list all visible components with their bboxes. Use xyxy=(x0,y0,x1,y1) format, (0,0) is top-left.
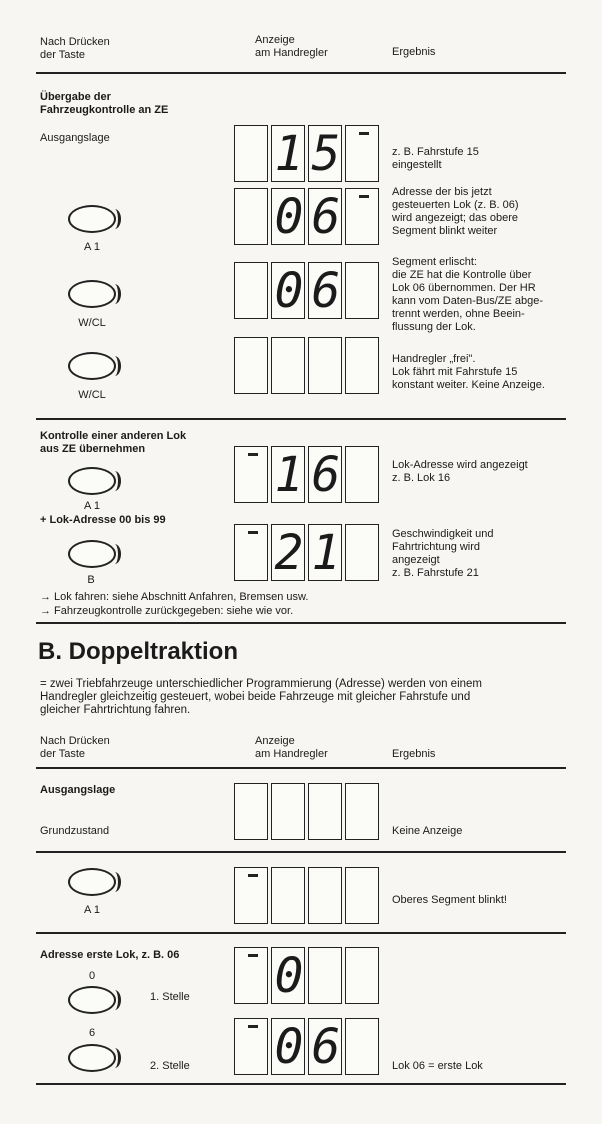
display-cell: 1 xyxy=(308,524,342,581)
divider xyxy=(36,851,566,853)
display-d8 xyxy=(234,867,379,924)
display-cell xyxy=(345,947,379,1004)
display-d7 xyxy=(234,783,379,840)
result-text: Oberes Segment blinkt! xyxy=(392,894,507,906)
display-d5 xyxy=(234,446,379,503)
display-cell xyxy=(234,867,268,924)
result-text: z. B. Fahrstufe 15 eingestellt xyxy=(392,146,479,171)
display-cell xyxy=(234,524,268,581)
digit-6-key-button[interactable] xyxy=(68,1044,116,1072)
col-header-result: Ergebnis xyxy=(392,46,436,58)
key-label: A 1 xyxy=(84,241,100,253)
key-label: A 1 xyxy=(84,500,100,512)
display-d2 xyxy=(234,188,379,245)
display-cell xyxy=(345,188,379,245)
section-title: Ausgangslage xyxy=(40,784,116,796)
result-text: Segment erlischt: die ZE hat die Kontrolle über Lok 06 übernommen. Der HR kann vom Daten-Bus/ZE abge- trennt werden, ohne Beein- flussung der Lok. xyxy=(392,256,544,333)
display-d1 xyxy=(234,125,379,182)
section-title: Kontrolle einer anderen Lok aus ZE übernehmen xyxy=(40,430,187,455)
top-segment xyxy=(248,453,258,456)
display-cell xyxy=(271,337,305,394)
result-text: Handregler „frei". Lok fährt mit Fahrstufe 15 konstant weiter. Keine Anzeige. xyxy=(392,353,545,391)
display-cell xyxy=(345,125,379,182)
section-title: Übergabe der Fahrzeugkontrolle an ZE xyxy=(40,91,169,116)
display-d3 xyxy=(234,262,379,319)
display-cell: 0 xyxy=(271,262,305,319)
display-cell xyxy=(345,867,379,924)
top-segment xyxy=(248,1025,258,1028)
top-segment xyxy=(248,531,258,534)
display-d6 xyxy=(234,524,379,581)
divider xyxy=(36,622,566,624)
divider xyxy=(36,767,566,769)
display-cell xyxy=(234,262,268,319)
divider xyxy=(36,72,566,74)
display-d4 xyxy=(234,337,379,394)
col-header-display: Anzeige am Handregler xyxy=(255,34,328,59)
display-cell: 6 xyxy=(308,1018,342,1075)
display-cell: 1 xyxy=(271,125,305,182)
display-cell xyxy=(234,337,268,394)
section-title: Adresse erste Lok, z. B. 06 xyxy=(40,949,180,961)
display-cell xyxy=(345,446,379,503)
display-cell xyxy=(271,867,305,924)
display-cell xyxy=(234,947,268,1004)
display-cell: 5 xyxy=(308,125,342,182)
display-cell: 1 xyxy=(271,446,305,503)
display-cell: 6 xyxy=(308,446,342,503)
display-cell xyxy=(308,867,342,924)
top-segment xyxy=(359,132,369,135)
divider xyxy=(36,1083,566,1085)
display-cell xyxy=(308,783,342,840)
display-cell xyxy=(234,188,268,245)
digit-0-key-button[interactable] xyxy=(68,986,116,1014)
result-text: Lok-Adresse wird angezeigt z. B. Lok 16 xyxy=(392,459,528,484)
key-label: 6 xyxy=(88,1027,96,1039)
note: → Lok fahren: siehe Abschnitt Anfahren, Bremsen usw. xyxy=(40,591,309,603)
key-label: 0 xyxy=(88,970,96,982)
a1-key-button[interactable] xyxy=(68,868,116,896)
display-cell xyxy=(308,947,342,1004)
display-cell xyxy=(345,1018,379,1075)
divider xyxy=(36,418,566,420)
a1-key-button[interactable] xyxy=(68,467,116,495)
note: → Fahrzeugkontrolle zurückgegeben: siehe wie vor. xyxy=(40,605,294,617)
display-cell: 0 xyxy=(271,1018,305,1075)
result-text: Lok 06 = erste Lok xyxy=(392,1060,483,1072)
step-label: 1. Stelle xyxy=(150,991,190,1003)
display-cell xyxy=(234,1018,268,1075)
col-header-key: Nach Drücken der Taste xyxy=(40,36,110,61)
display-d10 xyxy=(234,1018,379,1075)
display-cell: 6 xyxy=(308,262,342,319)
display-cell: 6 xyxy=(308,188,342,245)
display-cell xyxy=(345,262,379,319)
page-title: B. Doppeltraktion xyxy=(38,638,239,665)
result-text: Adresse der bis jetzt gesteuerten Lok (z. B. 06) wird angezeigt; das obere Segment blinkt weiter xyxy=(392,186,519,237)
display-cell: 2 xyxy=(271,524,305,581)
display-cell xyxy=(234,446,268,503)
key-label: B xyxy=(87,574,95,586)
key-label: W/CL xyxy=(78,317,106,329)
top-segment xyxy=(248,874,258,877)
divider xyxy=(36,932,566,934)
display-cell xyxy=(234,125,268,182)
address-label: + Lok-Adresse 00 bis 99 xyxy=(40,514,166,526)
display-cell xyxy=(345,783,379,840)
b-key-button[interactable] xyxy=(68,540,116,568)
key-label: W/CL xyxy=(78,389,106,401)
a1-key-button[interactable] xyxy=(68,205,116,233)
display-cell xyxy=(308,337,342,394)
display-cell xyxy=(234,783,268,840)
result-text: Geschwindigkeit und Fahrtrichtung wird angezeigt z. B. Fahrstufe 21 xyxy=(392,528,494,579)
step-label: 2. Stelle xyxy=(150,1060,190,1072)
intro-text: = zwei Triebfahrzeuge unterschiedlicher Programmierung (Adresse) werden von einem Handregler gleichzeitig gesteuert, wobei beide Fahrzeuge mit gleicher Fahrstufe und gleicher Fahrtrichtung fahren. xyxy=(40,678,483,716)
display-cell: 0 xyxy=(271,947,305,1004)
display-cell xyxy=(345,337,379,394)
display-d9 xyxy=(234,947,379,1004)
top-segment xyxy=(359,195,369,198)
wcl-key-button[interactable] xyxy=(68,280,116,308)
col-header-display: Anzeige am Handregler xyxy=(255,735,328,760)
display-cell: 0 xyxy=(271,188,305,245)
wcl-key-button[interactable] xyxy=(68,352,116,380)
display-cell xyxy=(271,783,305,840)
display-cell xyxy=(345,524,379,581)
start-label: Ausgangslage xyxy=(40,132,110,144)
col-header-result: Ergebnis xyxy=(392,748,436,760)
key-label: A 1 xyxy=(84,904,100,916)
col-header-key: Nach Drücken der Taste xyxy=(40,735,110,760)
result-text: Keine Anzeige xyxy=(392,825,463,837)
top-segment xyxy=(248,954,258,957)
start-label: Grundzustand xyxy=(40,825,110,837)
